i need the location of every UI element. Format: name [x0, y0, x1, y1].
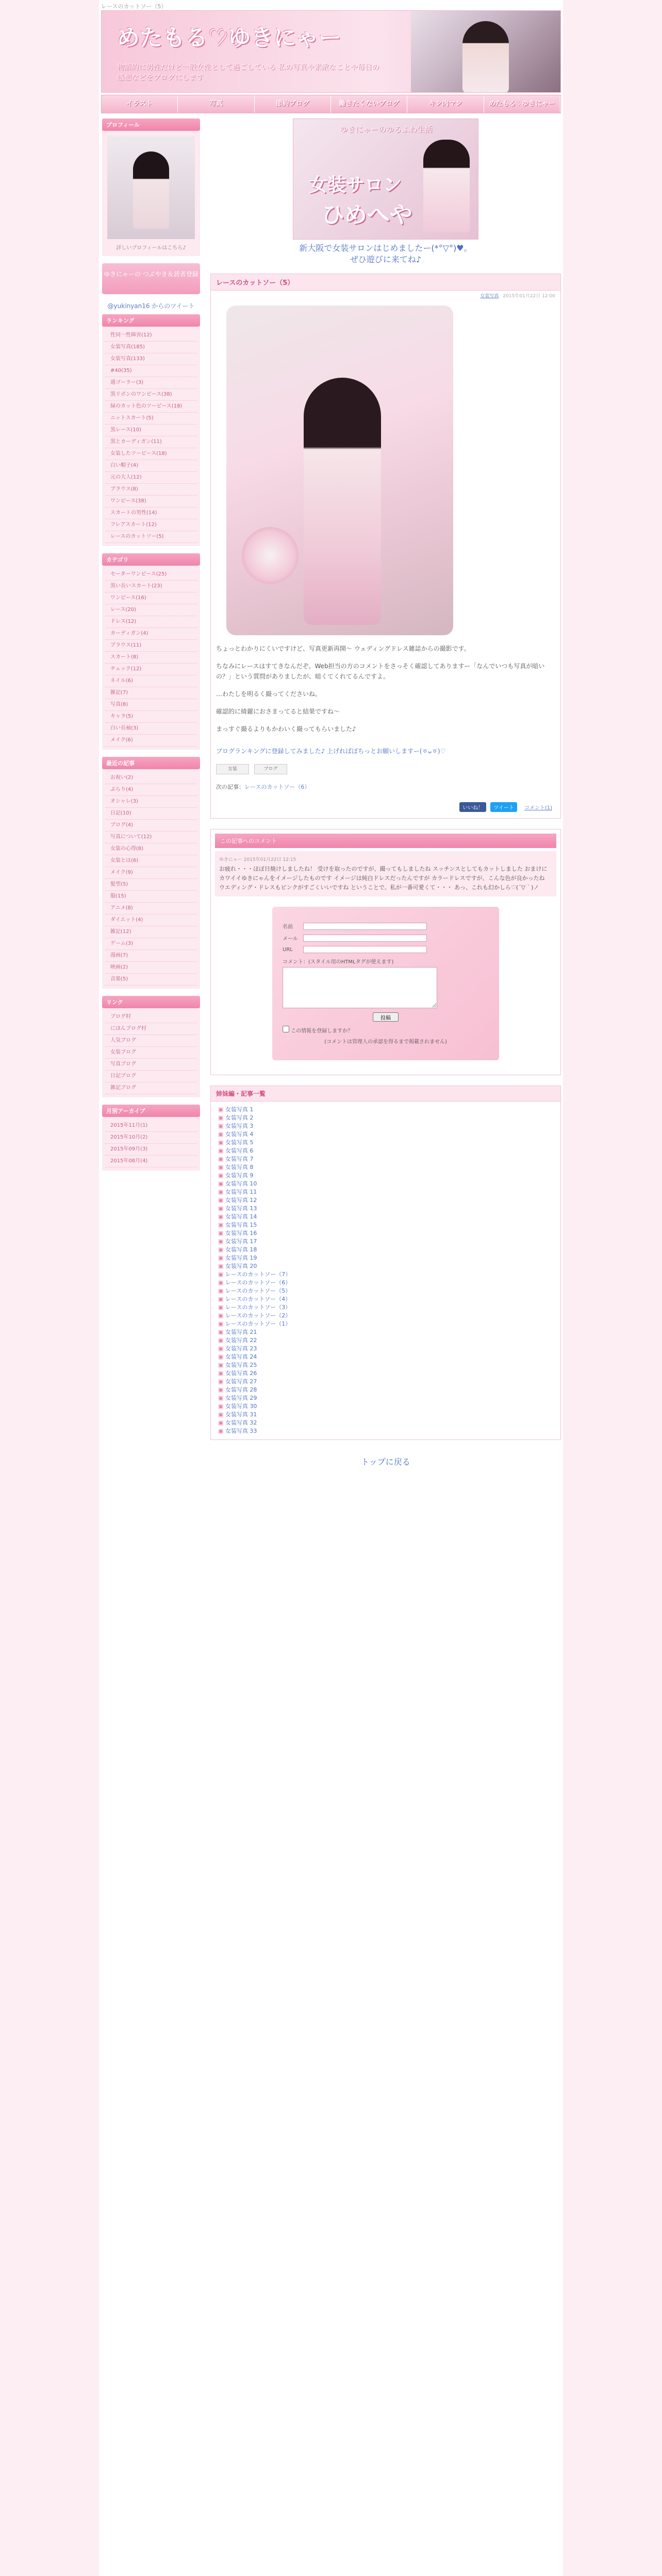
related-item[interactable]: ▣ 女装写真 17	[218, 1238, 553, 1246]
profile-caption[interactable]: 詳しいプロフィールはこちら♪	[116, 245, 186, 251]
recent-item[interactable]: 映画(2)	[105, 962, 197, 974]
banner-caption-2: ぜひ遊びに来てね♪	[350, 255, 422, 264]
twitter-link[interactable]: @yukinyan16 からのツイート	[107, 302, 195, 310]
related-item[interactable]: ▣ 女装写真 19	[218, 1254, 553, 1262]
link-item[interactable]: 写真ブログ	[105, 1059, 197, 1071]
nav-kinnikuman[interactable]: キン肉マン	[407, 95, 484, 113]
form-note: (コメントは管理人の承認を得るまで掲載されません)	[324, 1039, 447, 1045]
post-paragraph: ちょっとわかりにくいですけど、写真更新再開〜 ウェディングドレス雑誌からの撮影です。	[216, 645, 470, 652]
related-item[interactable]: ▣ 女装写真 24	[218, 1353, 553, 1361]
related-item[interactable]: ▣ 女装写真 9	[218, 1172, 553, 1180]
ranking-item[interactable]: スカートの男性(14)	[105, 507, 197, 519]
banner-line1: ゆきにゃーのゆるふわ生活	[340, 125, 433, 134]
post-photo[interactable]	[226, 306, 453, 635]
recent-item[interactable]: メイク(9)	[105, 867, 197, 879]
blog-title[interactable]: めたもる♡ゆきにゃー	[117, 25, 341, 51]
link-item[interactable]: ブログ村	[105, 1011, 197, 1023]
recent-item[interactable]: 女装とは(6)	[105, 855, 197, 867]
nav-hatarakitakunai[interactable]: 働きたくないブログ	[331, 95, 407, 113]
save-info-checkbox[interactable]	[283, 1026, 289, 1032]
related-item[interactable]: ▣ 女装写真 12	[218, 1196, 553, 1205]
ranking-item[interactable]: レースのカットソー(5)	[105, 531, 197, 543]
related-item[interactable]: ▣ 女装写真 28	[218, 1386, 553, 1394]
related-item[interactable]: ▣ 女装写真 4	[218, 1130, 553, 1139]
comment-meta: ゆきにゃー 2015年01月22日 12:15	[219, 857, 296, 862]
related-item[interactable]: ▣ 女装写真 25	[218, 1361, 553, 1369]
ranking-list	[105, 330, 197, 543]
related-item[interactable]: ▣ 女装写真 14	[218, 1213, 553, 1221]
related-item[interactable]: ▣ 女装写真 26	[218, 1369, 553, 1378]
mail-label: メール	[283, 936, 298, 942]
ranking-button-2[interactable]: ブログ	[254, 764, 287, 774]
category-item[interactable]: カーディガン(4)	[105, 628, 197, 640]
related-item[interactable]: ▣ 女装写真 23	[218, 1345, 553, 1353]
save-info-label: この情報を登録しますか？	[291, 1028, 353, 1034]
nav-metamoru[interactable]: めたもる♡ゆきにゃー	[484, 95, 560, 113]
recent-item[interactable]: アニメ(8)	[105, 903, 197, 914]
related-list	[211, 1101, 560, 1439]
links-heading: リンク	[102, 996, 200, 1008]
ranking-item[interactable]: 女装写真(185)	[105, 342, 197, 353]
recent-item[interactable]: ダイエット(4)	[105, 914, 197, 926]
sidebar	[102, 118, 200, 1483]
blog-description: 物語的に男性だけど一般女性として過ごしている 私の写真や素敵なことや毎日の感想などをブログにします	[117, 63, 379, 82]
link-item[interactable]: 雑記ブログ	[105, 1082, 197, 1094]
comments-section	[210, 829, 561, 1075]
related-item[interactable]: ▣ レースのカットソー（3）	[218, 1303, 553, 1312]
related-item[interactable]: ▣ 女装写真 16	[218, 1229, 553, 1238]
comment-label: コメント：(スタイル用のHTMLタグが使えます)	[283, 959, 394, 965]
ranking-item[interactable]: フレアスカート(12)	[105, 519, 197, 531]
archive-item[interactable]: 2015年11月(1)	[105, 1120, 197, 1132]
ranking-item[interactable]: 黒とカーディガン(11)	[105, 436, 197, 448]
related-item[interactable]: ▣ 女装写真 33	[218, 1427, 553, 1435]
follow-badge[interactable]: ゆきにゃーの つぶやき＆読者登録	[102, 263, 200, 294]
name-field[interactable]	[303, 923, 427, 930]
nav-photo[interactable]: 写真	[178, 95, 254, 113]
ranking-item[interactable]: 黒リボンのワンピース(38)	[105, 389, 197, 401]
ranking-item[interactable]: 緑のカット色のツーピース(18)	[105, 401, 197, 413]
blog-header	[101, 10, 561, 93]
related-item[interactable]: ▣ 女装写真 1	[218, 1106, 553, 1114]
related-item[interactable]: ▣ 女装写真 7	[218, 1155, 553, 1163]
related-item[interactable]: ▣ 女装写真 13	[218, 1205, 553, 1213]
page	[99, 0, 563, 2576]
ranking-item[interactable]: 元の大人(12)	[105, 472, 197, 484]
recent-item[interactable]: オシャレ(3)	[105, 796, 197, 808]
category-item[interactable]: セーターワンピース(25)	[105, 569, 197, 581]
ranking-text[interactable]: ブログランキングに登録してみました♪ 上げればぼちっとお願いしますー(ㆆᴗㆆ)♡	[216, 748, 446, 755]
link-item[interactable]: にほんブログ村	[105, 1023, 197, 1035]
archive-item[interactable]: 2015年08月(4)	[105, 1156, 197, 1167]
header-photo	[411, 11, 560, 93]
banner-line3: ひめへや	[322, 202, 412, 228]
category-item[interactable]: 白い長袖(3)	[105, 723, 197, 735]
archive-item[interactable]: 2015年10月(2)	[105, 1132, 197, 1144]
related-item[interactable]: ▣ 女装写真 22	[218, 1336, 553, 1345]
ranking-item[interactable]: ブラウス(8)	[105, 484, 197, 496]
category-item[interactable]: 雑記(7)	[105, 687, 197, 699]
ranking-item[interactable]: 女装写真(133)	[105, 353, 197, 365]
recent-item[interactable]: 雑記(12)	[105, 926, 197, 938]
post-paragraph: まっすぐ撮るよりもかわいく撮ってもらいました♪	[216, 725, 356, 733]
nav-illust[interactable]: イラスト	[102, 95, 178, 113]
related-item[interactable]: ▣ 女装写真 29	[218, 1394, 553, 1402]
tweet-button[interactable]: ツイート	[490, 802, 517, 812]
url-label: URL	[283, 946, 293, 953]
ranking-item[interactable]: #40(35)	[105, 365, 197, 377]
post-body	[211, 643, 560, 734]
post-paragraph: 確認的に綺麗におさまってると結果ですね〜	[216, 708, 340, 715]
next-post-link[interactable]: レースのカットソー（6）	[244, 784, 310, 790]
related-item[interactable]: ▣ レースのカットソー（1）	[218, 1320, 553, 1328]
category-item[interactable]: ドレス(12)	[105, 616, 197, 628]
comment-textarea[interactable]	[283, 967, 437, 1008]
comment-text: お疲れ・・・ほぼ日焼けしましたね！ 受けを取ったのですが、撮ってもしましたね スッチンスとしてもカットしました おまけにカワイイゆきにゃんをイメージしたものです イメージは純白ドレスだったんですが カラードレスですが、こんな色が良かったね ウエディング・ドレスもピンクがすごくいいですね ということで、私が一番可愛くて・・・ あっ、これも幻かしら♡(´▽｀)ノ	[219, 866, 548, 891]
category-item[interactable]: ワンピース(16)	[105, 592, 197, 604]
related-heading: 姉妹編・記事一覧	[211, 1086, 560, 1101]
related-item[interactable]: ▣ 女装写真 15	[218, 1221, 553, 1229]
related-item[interactable]: ▣ 女装写真 8	[218, 1163, 553, 1172]
banner-caption	[210, 243, 561, 265]
ranking-item[interactable]: 女装したツーピース(18)	[105, 448, 197, 460]
related-item[interactable]: ▣ 女装写真 6	[218, 1147, 553, 1155]
recent-item[interactable]: 写真について(12)	[105, 832, 197, 843]
archive-list	[105, 1120, 197, 1167]
related-item[interactable]: ▣ 女装写真 18	[218, 1246, 553, 1254]
related-item[interactable]: ▣ レースのカットソー（7）	[218, 1270, 553, 1279]
related-item[interactable]: ▣ 女装写真 5	[218, 1139, 553, 1147]
post-paragraph: …わたしを明るく撮ってくださいね。	[216, 690, 322, 698]
post-category[interactable]: 女装写真	[480, 294, 499, 299]
back-to-top-link[interactable]: トップに戻る	[361, 1457, 410, 1467]
category-item[interactable]: スカート(8)	[105, 652, 197, 664]
recent-item[interactable]: 女装の心得(8)	[105, 843, 197, 855]
related-item[interactable]: ▣ レースのカットソー（6）	[218, 1279, 553, 1287]
ranking-item[interactable]: 通ゴーラー(3)	[105, 377, 197, 389]
share-bar	[211, 796, 560, 818]
recent-item[interactable]: ぶらり(4)	[105, 784, 197, 796]
next-label: 次の記事：	[216, 784, 244, 790]
recent-list	[105, 772, 197, 986]
related-item[interactable]: ▣ レースのカットソー（2）	[218, 1312, 553, 1320]
category-item[interactable]: ブラウス(11)	[105, 640, 197, 652]
archive-item[interactable]: 2015年09月(3)	[105, 1144, 197, 1156]
next-post	[211, 777, 560, 796]
related-item[interactable]: ▣ 女装写真 3	[218, 1122, 553, 1130]
related-item[interactable]: ▣ 女装写真 32	[218, 1419, 553, 1427]
related-item[interactable]: ▣ 女装写真 10	[218, 1180, 553, 1188]
banner-caption-1: 新大阪で女装サロンはじめましたー(*°▽°)♥。	[299, 243, 472, 253]
ranking-item[interactable]: 黒レース(10)	[105, 425, 197, 436]
related-item[interactable]: ▣ 女装写真 2	[218, 1114, 553, 1122]
category-item[interactable]: 写真(8)	[105, 699, 197, 711]
category-item[interactable]: キャラ(5)	[105, 711, 197, 723]
url-field[interactable]	[303, 946, 427, 953]
global-nav	[101, 95, 561, 113]
recent-item[interactable]: ブログ(4)	[105, 820, 197, 832]
page-topbar: レースのカットソー（5）	[99, 0, 563, 10]
recent-item[interactable]: 漫画(7)	[105, 950, 197, 962]
category-item[interactable]: レース(20)	[105, 604, 197, 616]
ranking-item[interactable]: ニットスカート(5)	[105, 413, 197, 425]
recent-heading: 最近の記事	[102, 757, 200, 769]
related-item[interactable]: ▣ 女装写真 20	[218, 1262, 553, 1270]
related-item[interactable]: ▣ レースのカットソー（4）	[218, 1295, 553, 1303]
related-item[interactable]: ▣ 女装写真 11	[218, 1188, 553, 1196]
related-posts	[210, 1086, 561, 1440]
ranking-heading: ランキング	[102, 314, 200, 327]
category-list	[105, 569, 197, 747]
related-item[interactable]: ▣ レースのカットソー（5）	[218, 1287, 553, 1295]
main-content	[210, 118, 561, 1483]
links-list	[105, 1011, 197, 1094]
recent-item[interactable]: お祝い(2)	[105, 772, 197, 784]
category-item[interactable]: 黒い長いスカート(23)	[105, 581, 197, 592]
category-item[interactable]: ネイル(6)	[105, 675, 197, 687]
recent-item[interactable]: 音楽(5)	[105, 974, 197, 986]
submit-button[interactable]: 投稿	[373, 1012, 399, 1022]
profile-heading: プロフィール	[102, 118, 200, 131]
category-item[interactable]: チェック(12)	[105, 664, 197, 675]
banner-line2: 女装サロン	[309, 175, 402, 196]
ranking-item[interactable]: ワンピース(38)	[105, 496, 197, 507]
post-date: 2015年01月22日 12:00	[503, 294, 555, 299]
comment-count-link[interactable]: コメント(1)	[524, 805, 552, 811]
ranking-item[interactable]: 白い帽子(4)	[105, 460, 197, 472]
link-item[interactable]: 人気ブログ	[105, 1035, 197, 1047]
link-item[interactable]: 女装ブログ	[105, 1047, 197, 1059]
ranking-button-1[interactable]: 女装	[216, 764, 249, 774]
archive-heading: 月別アーカイブ	[102, 1105, 200, 1117]
salon-banner[interactable]	[293, 118, 478, 240]
recent-item[interactable]: 髪型(5)	[105, 879, 197, 891]
blog-post	[210, 274, 561, 819]
related-item[interactable]: ▣ 女装写真 31	[218, 1411, 553, 1419]
nav-setsuyaku[interactable]: 節約ブログ	[255, 95, 331, 113]
link-item[interactable]: 日記ブログ	[105, 1071, 197, 1082]
comment-form	[272, 907, 499, 1060]
category-item[interactable]: メイク(6)	[105, 735, 197, 747]
name-label: 名前	[283, 924, 293, 930]
related-item[interactable]: ▣ 女装写真 30	[218, 1402, 553, 1411]
post-title[interactable]: レースのカットソー（5）	[216, 279, 294, 287]
recent-item[interactable]: ゲーム(3)	[105, 938, 197, 950]
related-item[interactable]: ▣ 女装写真 21	[218, 1328, 553, 1336]
recent-item[interactable]: 服(15)	[105, 891, 197, 903]
ranking-item[interactable]: 性同一性障害(12)	[105, 330, 197, 342]
post-paragraph: ちなみにレースはすてきなんだぞ。Web担当の方のコメントをさっそく確認してありますー「なんでいつも写真が暗いの？」という質問がありましたが、暗くてくれてるんですよ。	[216, 663, 545, 680]
mail-field[interactable]	[303, 935, 427, 942]
profile-photo[interactable]	[107, 136, 195, 239]
related-item[interactable]: ▣ 女装写真 27	[218, 1378, 553, 1386]
recent-item[interactable]: 日記(10)	[105, 808, 197, 820]
facebook-like-button[interactable]: いいね！	[459, 802, 486, 812]
comments-heading: この記事へのコメント	[215, 834, 556, 848]
category-heading: カテゴリ	[102, 553, 200, 566]
